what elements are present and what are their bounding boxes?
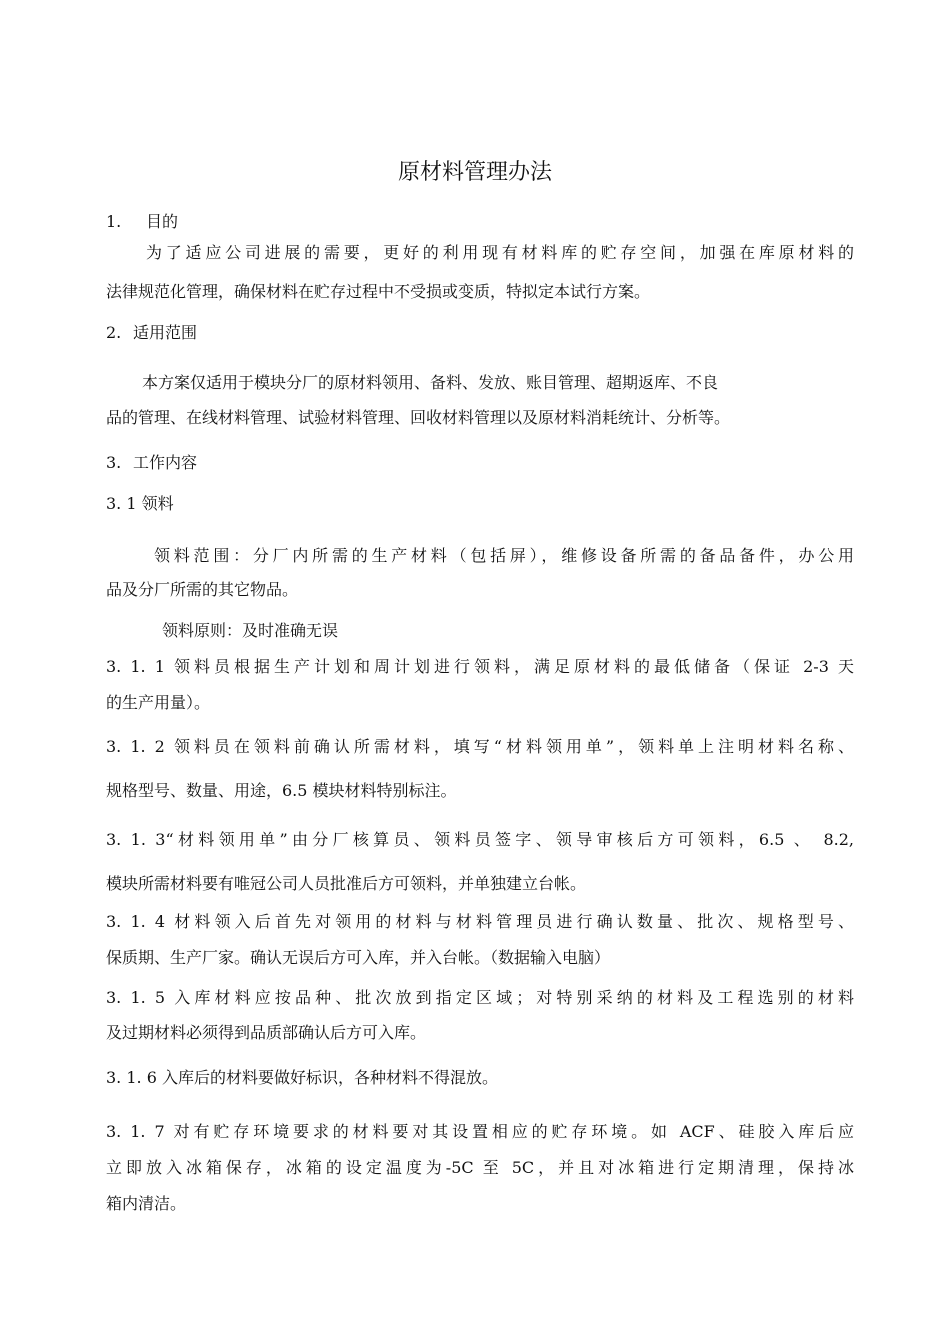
item-3-1-3-line-1: 3. 1. 3“材料领用单”由分厂核算员、领料员签字、领导审核后方可领料，6.5 、 8.2, [106, 830, 854, 849]
principle-line: 领料原则：及时准确无误 [162, 621, 339, 640]
document-title: 原材料管理办法 [397, 160, 552, 185]
section2-line-2: 品的管理、在线材料管理、试验材料管理、回收材料管理以及原材料消耗统计、分析等。 [106, 408, 731, 427]
item-3-1-5-line-1: 3. 1. 5 入库材料应按品种、批次放到指定区域；对特别采纳的材料及工程选别的材料 [106, 988, 854, 1007]
item-3-1-2-line-1: 3. 1. 2 领料员在领料前确认所需材料，填写“材料领用单”，领料单上注明材料名称、 [106, 737, 854, 756]
scope-line-2: 品及分厂所需的其它物品。 [106, 580, 299, 599]
item-3-1-3-line-2: 模块所需材料要有唯冠公司人员批准后方可领料，并单独建立台帐。 [106, 874, 587, 893]
item-3-1-7-line-3: 箱内清洁。 [106, 1194, 187, 1213]
item-3-1-2-line-2: 规格型号、数量、用途，6.5 模块材料特别标注。 [106, 781, 457, 800]
section2-heading: 适用范围 [133, 323, 198, 342]
item-3-1-1-line-1: 3. 1. 1 领料员根据生产计划和周计划进行领料，满足原材料的最低储备（保证 2-3 天 [106, 657, 854, 676]
item-3-1-4-line-1: 3. 1. 4 材料领入后首先对领用的材料与材料管理员进行确认数量、批次、规格型号、 [106, 912, 854, 931]
section1-heading: 目的 [146, 212, 179, 231]
item-3-1-6-line-1: 3. 1. 6 入库后的材料要做好标识，各种材料不得混放。 [106, 1068, 498, 1087]
section2-number: 2. [106, 323, 122, 342]
section2-line-1: 本方案仅适用于模块分厂的原材料领用、备料、发放、账目管理、超期返库、不良 [142, 373, 719, 392]
section3-heading: 工作内容 [133, 453, 198, 472]
scope-line-1: 领料范围：分厂内所需的生产材料（包括屏），维修设备所需的备品备件，办公用 [154, 546, 854, 565]
section1-line-2: 法律规范化管理，确保材料在贮存过程中不受损或变质，特拟定本试行方案。 [106, 282, 651, 301]
item-3-1-4-line-2: 保质期、生产厂家。确认无误后方可入库，并入台帐。（数据输入电脑） [106, 948, 611, 967]
section3-sub-heading: 3. 1 领料 [106, 494, 174, 513]
item-3-1-7-line-1: 3. 1. 7 对有贮存环境要求的材料要对其设置相应的贮存环境。如 ACF、硅胶入库后应 [106, 1122, 854, 1141]
item-3-1-7-line-2: 立即放入冰箱保存，冰箱的设定温度为-5C 至 5C，并且对冰箱进行定期清理，保持冰 [106, 1158, 854, 1177]
section3-number: 3. [106, 453, 122, 472]
item-3-1-5-line-2: 及过期材料必须得到品质部确认后方可入库。 [106, 1023, 427, 1042]
section1-line-1: 为了适应公司进展的需要，更好的利用现有材料库的贮存空间，加强在库原材料的 [146, 243, 854, 262]
section1-number: 1. [106, 212, 122, 231]
item-3-1-1-line-2: 的生产用量）。 [106, 693, 211, 712]
